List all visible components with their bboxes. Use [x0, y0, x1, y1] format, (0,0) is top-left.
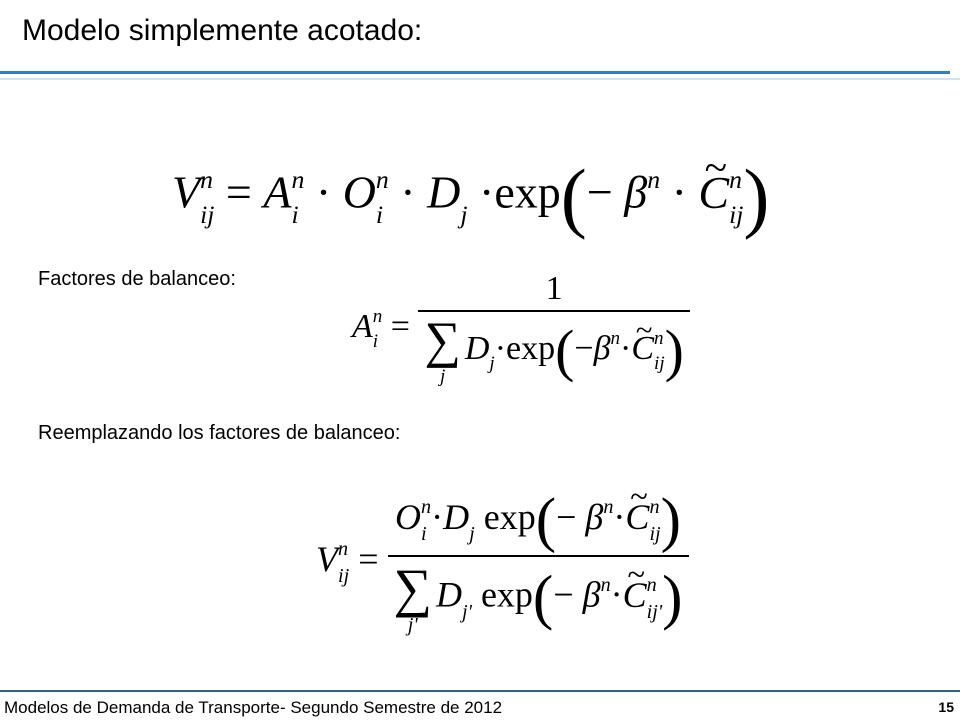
page-number: 15	[938, 699, 954, 715]
slide-title: Modelo simplemente acotado:	[22, 14, 423, 47]
footer	[0, 690, 960, 722]
substitution-label: Reemplazando los factores de balanceo:	[38, 422, 401, 444]
title-divider-shadow	[0, 78, 960, 80]
footer-course-text: Modelos de Demanda de Transporte- Segundo Semestre de 2012	[4, 698, 503, 717]
balancing-factors-label: Factores de balanceo:	[38, 268, 236, 290]
title-divider	[0, 71, 950, 74]
main-equation: V n ij = A n i · O n i · D j ·exp(− β n · ~ C n ij )	[172, 158, 769, 236]
balancing-factor-equation: A n i = 1 ∑ j D j ·exp(−β n ·~ C n ij )	[352, 272, 690, 386]
substituted-equation: V n ij = O n i ·D j exp(− β n ·~ C n ij ) ∑ j' D j' exp(− β n ·~ C n ij' )	[316, 490, 689, 635]
